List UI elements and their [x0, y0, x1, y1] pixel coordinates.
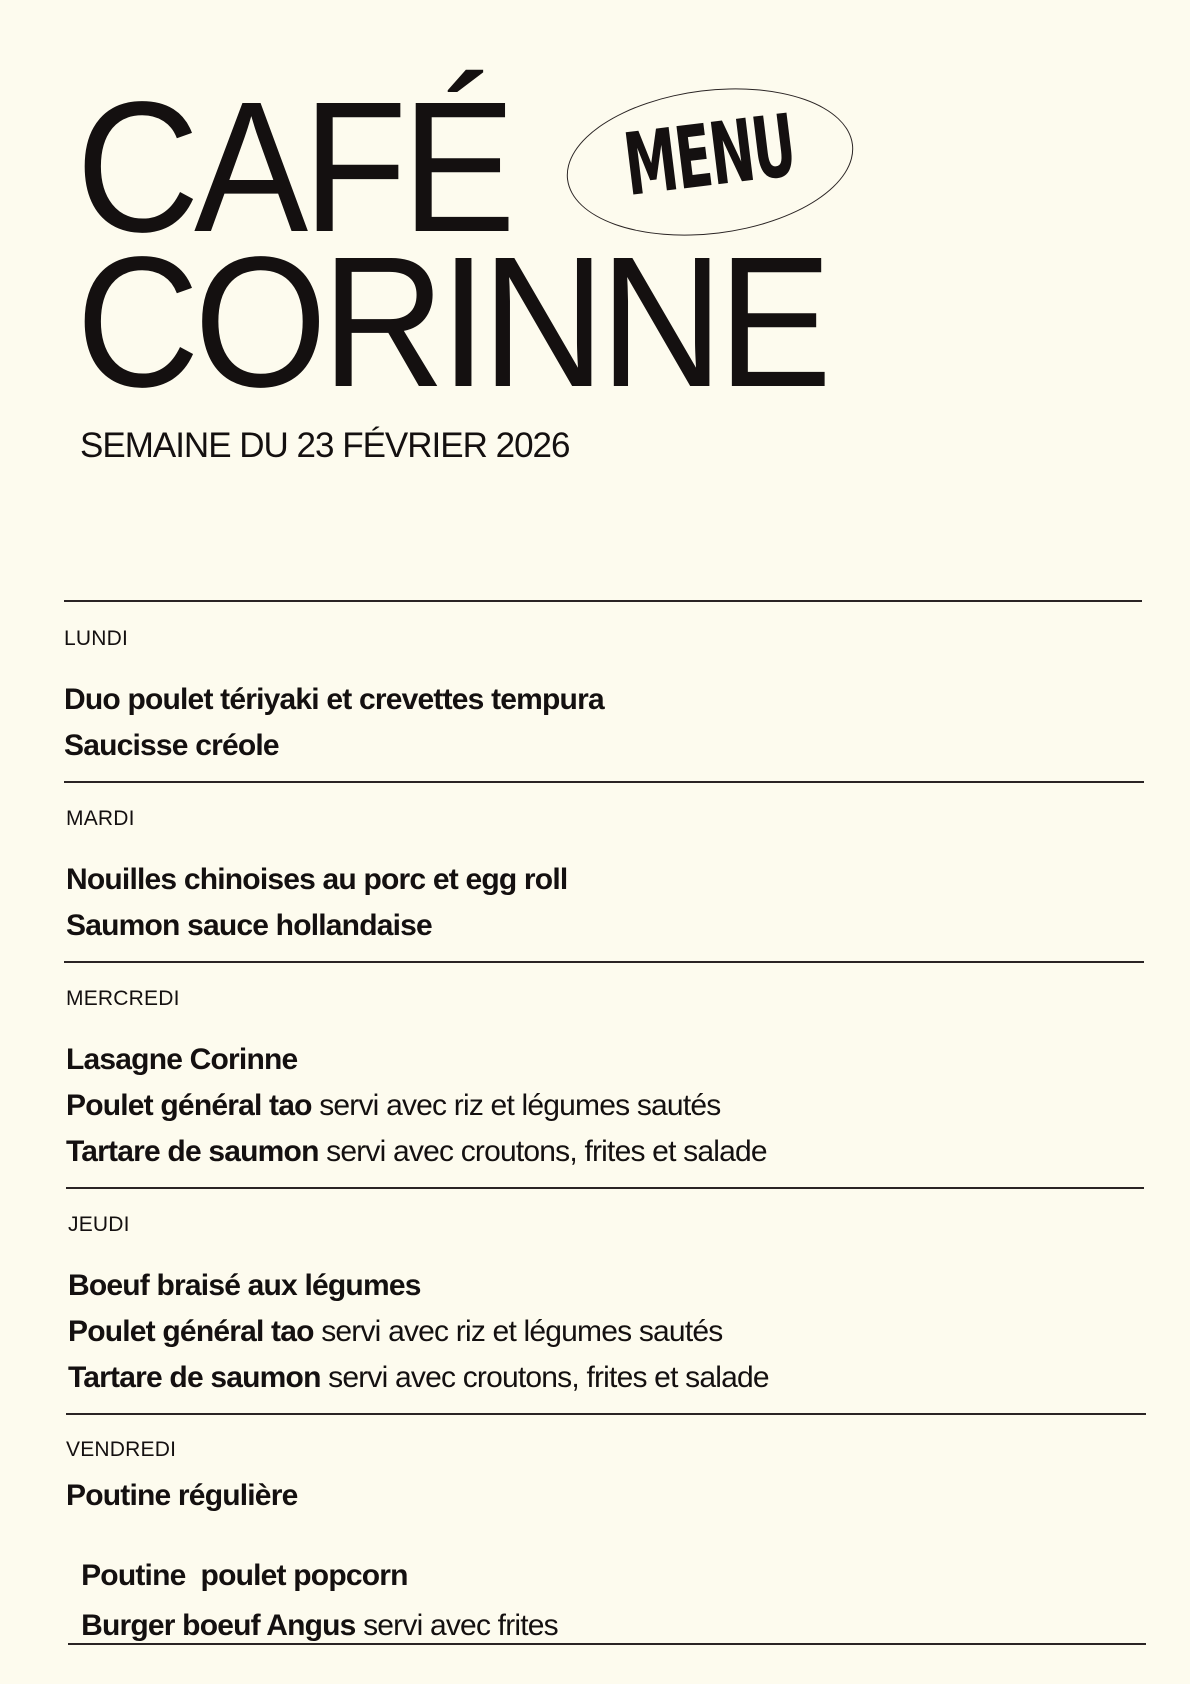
dish-name: Nouilles chinoises au porc et egg roll: [66, 863, 568, 896]
day-label-mercredi: MERCREDI: [66, 987, 180, 1010]
dish-name: Duo poulet tériyaki et crevettes tempura: [64, 683, 604, 716]
dish-description: servi avec riz et légumes sautés: [313, 1315, 723, 1348]
dish-item: [64, 731, 279, 761]
divider: [64, 600, 1142, 602]
dish-name: Tartare de saumon: [68, 1361, 321, 1394]
dish-item: [66, 1137, 767, 1167]
dish-name: Saucisse créole: [64, 729, 279, 762]
dish-description: servi avec croutons, frites et salade: [320, 1361, 769, 1394]
dish-name: Burger boeuf Angus: [81, 1609, 356, 1642]
dish-name: Boeuf braisé aux légumes: [68, 1269, 421, 1302]
dish-description: servi avec frites: [355, 1609, 558, 1642]
dish-item: [66, 1091, 720, 1121]
dish-name: Poutine régulière: [66, 1479, 298, 1512]
dish-name: Poutine poulet popcorn: [81, 1559, 408, 1592]
dish-item: [68, 1271, 421, 1301]
day-label-vendredi: VENDREDI: [66, 1438, 177, 1461]
divider: [64, 961, 1144, 963]
menu-badge-label: MENU: [618, 96, 800, 217]
dish-item: [68, 1317, 722, 1347]
dish-item: [64, 685, 604, 715]
dish-item: [66, 865, 567, 895]
week-subtitle: SEMAINE DU 23 FÉVRIER 2026: [80, 426, 570, 465]
dish-item: [66, 1481, 297, 1511]
dish-name: Lasagne Corinne: [66, 1043, 298, 1076]
day-label-mardi: MARDI: [66, 807, 135, 830]
title-line-cafe: CAFÉ: [76, 64, 511, 271]
dish-name: Poulet général tao: [68, 1315, 314, 1348]
day-label-lundi: LUNDI: [64, 627, 129, 650]
dish-item: [66, 911, 432, 941]
divider: [64, 781, 1144, 783]
title-line-corinne: CORINNE: [76, 219, 827, 426]
dish-name: Poulet général tao: [66, 1089, 312, 1122]
divider: [66, 1413, 1146, 1415]
day-label-jeudi: JEUDI: [68, 1213, 130, 1236]
dish-name: Tartare de saumon: [66, 1135, 319, 1168]
dish-description: servi avec riz et légumes sautés: [311, 1089, 721, 1122]
dish-item: [66, 1581, 558, 1641]
divider: [68, 1643, 1146, 1645]
dish-item: [68, 1363, 769, 1393]
dish-item: [66, 1045, 297, 1075]
divider: [66, 1187, 1144, 1189]
dish-name: Saumon sauce hollandaise: [66, 909, 432, 942]
dish-description: servi avec croutons, frites et salade: [318, 1135, 767, 1168]
